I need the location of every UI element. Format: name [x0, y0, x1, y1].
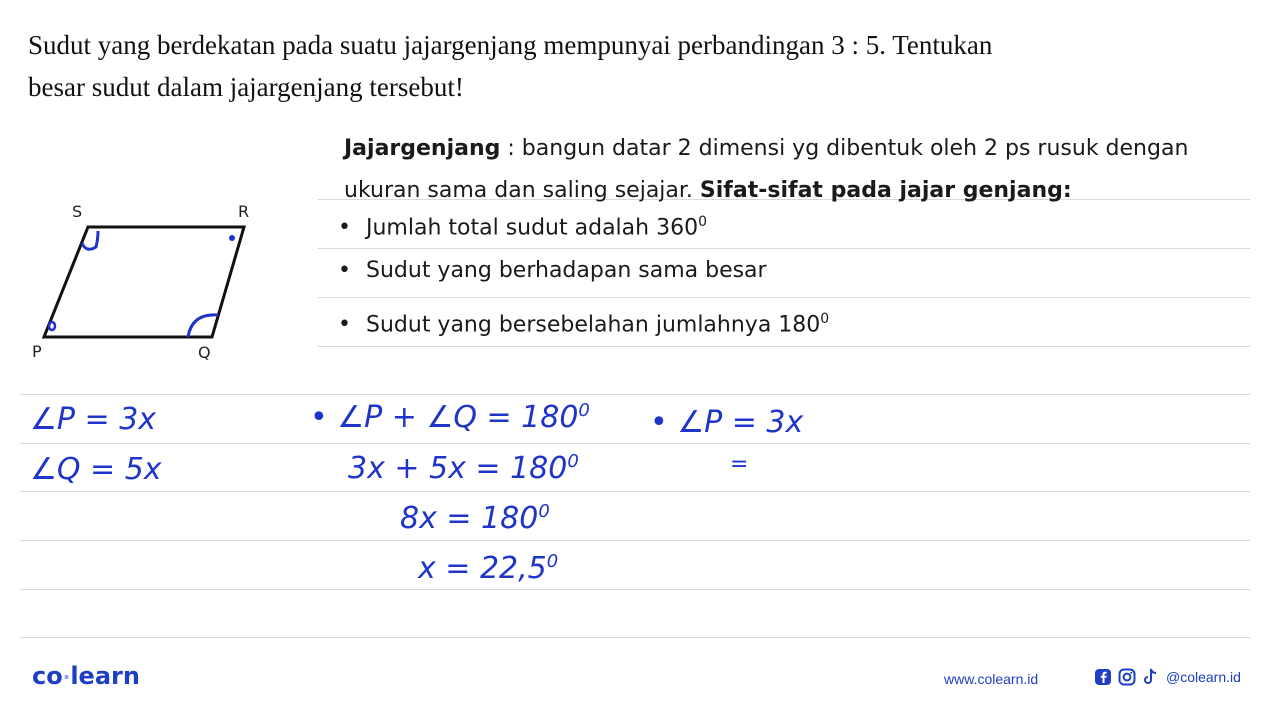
properties-heading: Sifat-sifat pada jajar genjang: [699, 178, 1072, 203]
bullet-icon: • [338, 215, 351, 241]
rule-line [20, 443, 1250, 444]
vertex-label-r: R [238, 202, 250, 221]
rule-line [20, 394, 1250, 395]
website-link[interactable]: www.colearn.id [944, 671, 1039, 687]
work-eq2: $3x + 5x = 180^0$ [348, 451, 579, 486]
rule-line [20, 589, 1250, 590]
parallelogram-shape [44, 227, 244, 337]
rule-line [318, 346, 1250, 347]
question-line-1: Sudut yang berdekatan pada suatu jajargenjang mempunyai perbandingan 3 : 5. Tentukan [28, 30, 993, 60]
vertex-label-p: P [32, 342, 42, 361]
rule-line [20, 637, 1250, 638]
work-right-1: • ∠P = 3x [650, 405, 804, 440]
facebook-icon[interactable] [1094, 668, 1112, 686]
work-eq4: $x = 22,5^0$ [418, 551, 559, 586]
list-item: • Sudut yang bersebelahan jumlahnya $180^0$ [338, 295, 829, 343]
rule-line [20, 540, 1250, 541]
colearn-logo: co·learn [32, 662, 140, 690]
social-links [1094, 668, 1241, 686]
tiktok-icon[interactable] [1142, 668, 1158, 686]
angle-mark-r [229, 235, 235, 241]
list-item: • Jumlah total sudut adalah $360^0$ [338, 198, 707, 246]
definition: : bangun datar 2 dimensi yg dibentuk oleh 2 ps rusuk dengan ukuran sama dan saling sejajar. [344, 136, 1189, 203]
question-text [28, 24, 1148, 108]
work-angle-p: ∠P = 3x [30, 402, 157, 437]
bullet-icon: • [338, 312, 351, 338]
rule-line [20, 491, 1250, 492]
social-handle[interactable]: @colearn.id [1166, 669, 1241, 685]
parallelogram-diagram [30, 195, 270, 365]
vertex-label-s: S [72, 202, 83, 221]
work-angle-q: ∠Q = 5x [30, 452, 162, 487]
work-eq3: $8x = 180^0$ [400, 501, 550, 536]
work-right-2: = [730, 452, 749, 477]
work-eq1: • ∠P + ∠Q = $180^0$ [310, 400, 590, 435]
angle-mark-p [49, 322, 55, 330]
instagram-icon[interactable] [1118, 668, 1136, 686]
question-line-2: besar sudut dalam jajargenjang tersebut! [28, 72, 464, 102]
bullet-icon: • [338, 258, 351, 283]
vertex-label-q: Q [198, 343, 211, 362]
term: Jajargenjang [344, 136, 501, 161]
list-item: • Sudut yang berhadapan sama besar [338, 247, 767, 295]
